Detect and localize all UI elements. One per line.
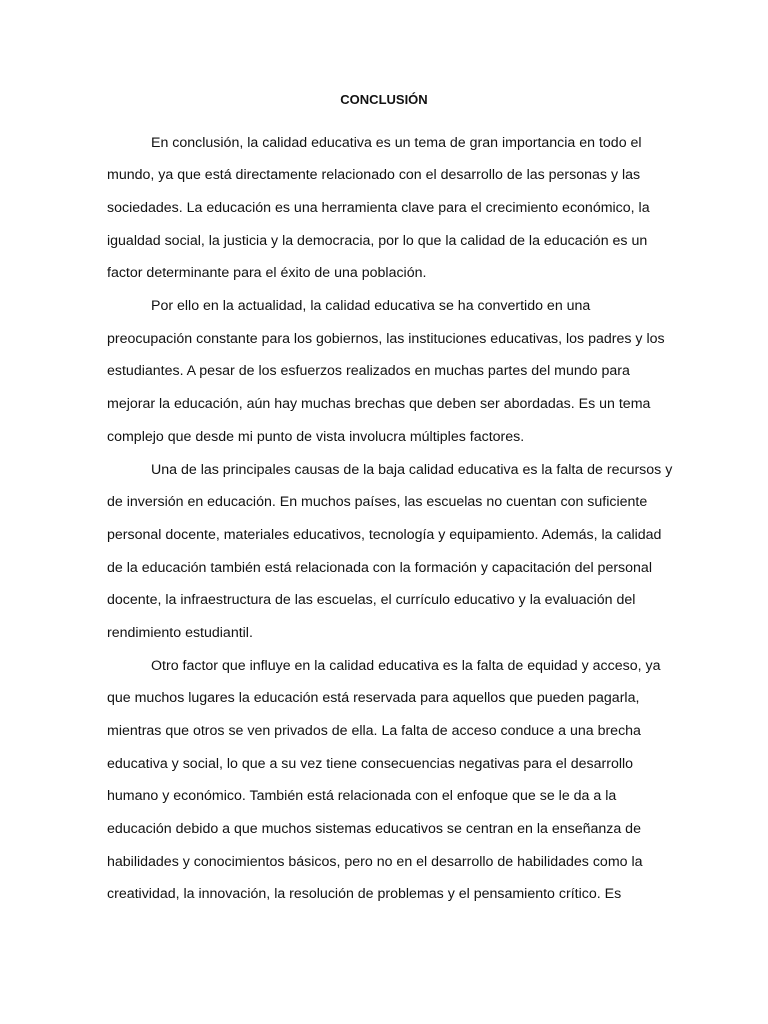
paragraph-line: sociedades. La educación es una herramienta clave para el crecimiento económico, la (107, 200, 650, 216)
page-title: CONCLUSIÓN (340, 92, 428, 107)
paragraph-line: preocupación constante para los gobiernos, las instituciones educativas, los padres y los (107, 331, 665, 347)
paragraph-line: humano y económico. También está relacionada con el enfoque que se le da a la (107, 788, 617, 804)
paragraph-line: creatividad, la innovación, la resolución de problemas y el pensamiento crítico. Es (107, 886, 622, 902)
paragraph-line: de inversión en educación. En muchos países, las escuelas no cuentan con suficiente (107, 494, 648, 510)
paragraph-line: factor determinante para el éxito de una población. (107, 265, 427, 281)
paragraph-line: habilidades y conocimientos básicos, pero no en el desarrollo de habilidades como la (107, 854, 643, 870)
paragraph-line: estudiantes. A pesar de los esfuerzos realizados en muchas partes del mundo para (107, 363, 630, 379)
paragraph-line: docente, la infraestructura de las escuelas, el currículo educativo y la evaluación del (107, 592, 636, 608)
paragraph-line: Otro factor que influye en la calidad educativa es la falta de equidad y acceso, ya (151, 658, 661, 674)
paragraph-line: rendimiento estudiantil. (107, 625, 253, 641)
paragraph-line: mientras que otros se ven privados de ella. La falta de acceso conduce a una brecha (107, 723, 641, 739)
paragraph-line: Una de las principales causas de la baja calidad educativa es la falta de recursos y (151, 462, 673, 478)
paragraph-line: personal docente, materiales educativos, tecnología y equipamiento. Además, la calidad (107, 527, 662, 543)
paragraph-line: educación debido a que muchos sistemas educativos se centran en la enseñanza de (107, 821, 641, 837)
paragraph-line: En conclusión, la calidad educativa es un tema de gran importancia en todo el (151, 135, 642, 151)
paragraph-line: educativa y social, lo que a su vez tiene consecuencias negativas para el desarrollo (107, 756, 634, 772)
paragraph-line: mejorar la educación, aún hay muchas brechas que deben ser abordadas. Es un tema (107, 396, 651, 412)
paragraph-line: mundo, ya que está directamente relacionado con el desarrollo de las personas y las (107, 167, 641, 183)
paragraph-line: Por ello en la actualidad, la calidad educativa se ha convertido en una (151, 298, 591, 314)
paragraph-line: que muchos lugares la educación está reservada para aquellos que pueden pagarla, (107, 690, 640, 706)
paragraph-line: complejo que desde mi punto de vista involucra múltiples factores. (107, 429, 525, 445)
paragraph-line: de la educación también está relacionada con la formación y capacitación del personal (107, 560, 652, 576)
paragraph-line: igualdad social, la justicia y la democracia, por lo que la calidad de la educación es un (107, 233, 648, 249)
